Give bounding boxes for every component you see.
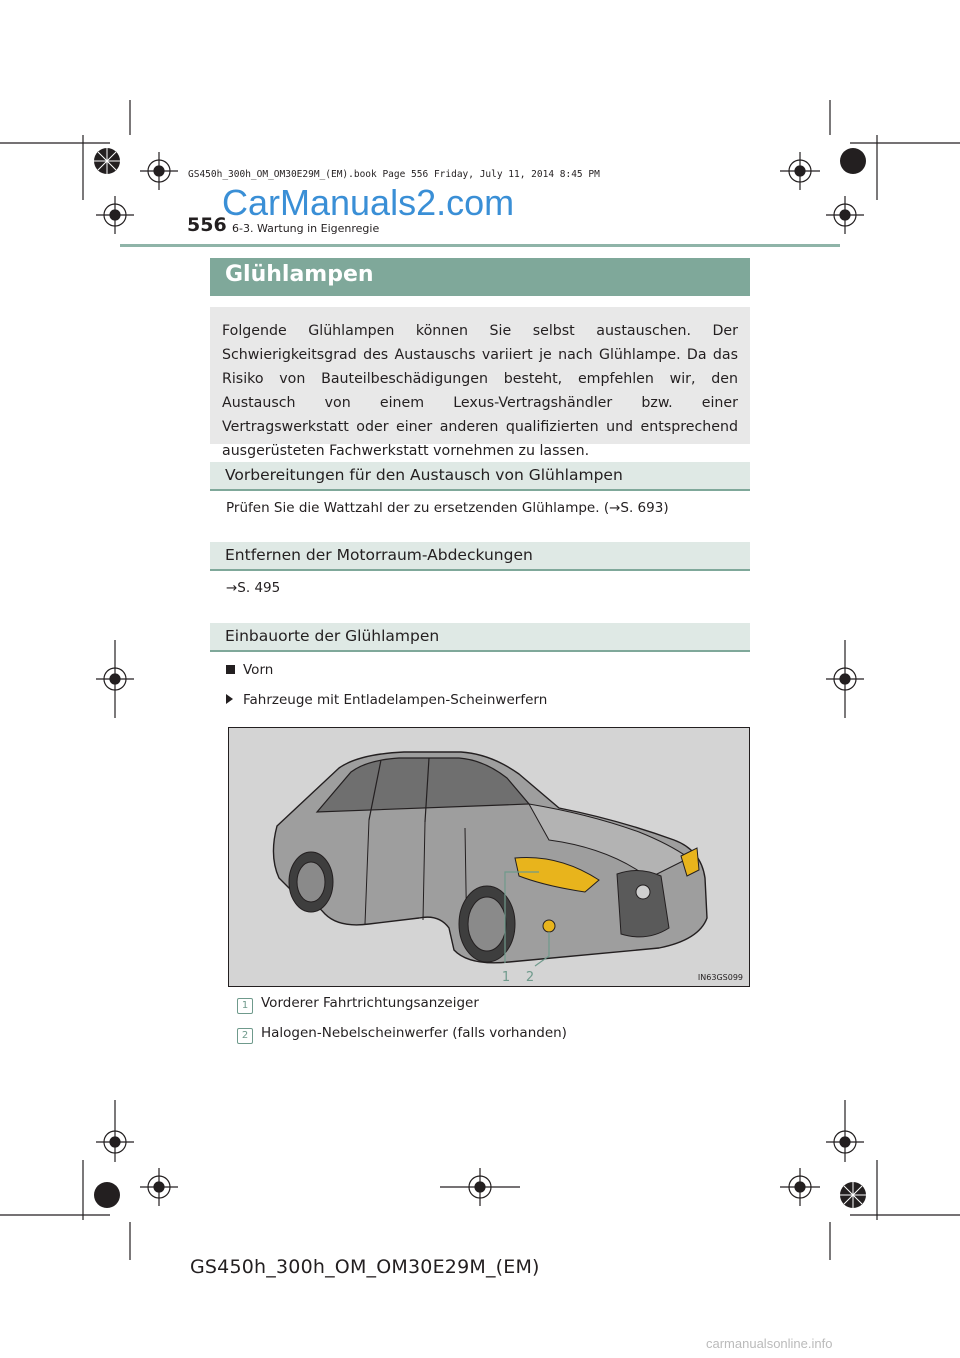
subsection-label: Vorn	[243, 662, 274, 678]
intro-text: Folgende Glühlampen können Sie selbst austauschen. Der Schwierigkeitsgrad des Austauschs variiert je nach Glühlampe. Da das Risiko von Bauteilbeschädigungen besteht, empfehlen wir, den Austausch von einem Lexus-Vertragshändler bzw. einer Vertragswerkstatt oder einer anderen qualifizierten und entsprechend ausgerüsteten Fachwerkstatt vornehmen zu lassen.	[222, 323, 738, 459]
subheading-preparation	[210, 462, 750, 491]
book-file-line: GS450h_300h_OM_OM30E29M_(EM).book Page 556 Friday, July 11, 2014 8:45 PM	[188, 169, 600, 180]
legend-number: 2	[237, 1028, 253, 1044]
page-number: 556	[187, 214, 227, 236]
engine-covers-reference: →S. 495	[226, 580, 281, 596]
triangle-bullet-icon	[226, 694, 233, 704]
section-label: 6-3. Wartung in Eigenregie	[232, 222, 380, 235]
callout-number: 2	[525, 970, 535, 985]
callout-2	[523, 966, 537, 985]
bullet-item	[226, 692, 547, 708]
legend-number: 1	[237, 998, 253, 1014]
car-illustration	[228, 727, 750, 987]
callout-1	[499, 966, 513, 985]
page-title: Glühlampen	[225, 262, 374, 287]
subsection-front	[226, 662, 273, 678]
car-drawing	[229, 728, 750, 987]
subheading-label: Vorbereitungen für den Austausch von Glühlampen	[225, 466, 623, 484]
subheading-engine-covers	[210, 542, 750, 571]
legend-item-1	[237, 995, 479, 1014]
bullet-label: Fahrzeuge mit Entladelampen-Scheinwerfern	[243, 692, 548, 708]
intro-box	[210, 307, 750, 459]
subheading-label: Einbauorte der Glühlampen	[225, 627, 440, 645]
square-bullet-icon	[226, 665, 235, 674]
manual-code: GS450h_300h_OM_OM30E29M_(EM)	[190, 1256, 540, 1278]
legend-label: Vorderer Fahrtrichtungsanzeiger	[261, 995, 479, 1011]
title-bar	[210, 258, 750, 296]
callout-number: 1	[501, 970, 511, 985]
legend-label: Halogen-Nebelscheinwerfer (falls vorhanden)	[261, 1025, 567, 1041]
header-divider	[120, 244, 840, 247]
preparation-text: Prüfen Sie die Wattzahl der zu ersetzenden Glühlampe. (→S. 693)	[226, 500, 669, 516]
watermark-logo: CarManuals2.com	[222, 182, 515, 223]
subheading-label: Entfernen der Motorraum-Abdeckungen	[225, 546, 533, 564]
subheading-locations	[210, 623, 750, 652]
legend-item-2	[237, 1025, 567, 1044]
site-watermark[interactable]: carmanualsonline.info	[706, 1336, 833, 1351]
figure-code: IN63GS099	[697, 973, 743, 982]
